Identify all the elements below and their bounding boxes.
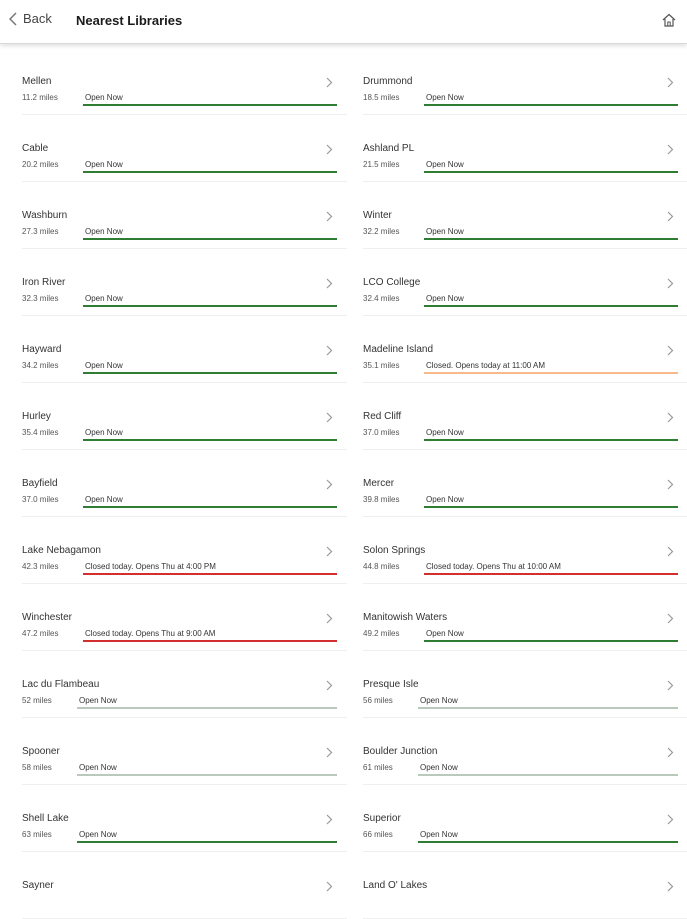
- library-list-item[interactable]: [22, 534, 337, 584]
- library-status: Open Now: [83, 294, 337, 307]
- library-name: Land O' Lakes: [363, 880, 428, 891]
- library-status: Open Now: [77, 763, 337, 776]
- nav-header: [0, 0, 687, 44]
- library-list-item[interactable]: [363, 735, 678, 785]
- chevron-right-icon: [667, 613, 674, 624]
- library-name: Hurley: [22, 411, 51, 422]
- library-name: Solon Springs: [363, 545, 426, 556]
- library-status: Open Now: [83, 93, 337, 106]
- library-status: Closed today. Opens Thu at 4:00 PM: [83, 562, 337, 575]
- library-name: Winter: [363, 210, 392, 221]
- chevron-right-icon: [326, 613, 333, 624]
- library-distance: 44.8 miles: [363, 562, 400, 571]
- library-status: Open Now: [418, 763, 678, 776]
- library-name: Lake Nebagamon: [22, 545, 101, 556]
- library-distance: 61 miles: [363, 763, 393, 772]
- library-name: Madeline Island: [363, 344, 434, 355]
- library-list-item[interactable]: [363, 65, 678, 115]
- library-list-item[interactable]: [22, 735, 337, 785]
- library-distance: 39.8 miles: [363, 495, 400, 504]
- chevron-right-icon: [667, 881, 674, 892]
- chevron-right-icon: [326, 278, 333, 289]
- library-name: Lac du Flambeau: [22, 679, 100, 690]
- library-name: Red Cliff: [363, 411, 402, 422]
- library-list-item[interactable]: [22, 467, 337, 517]
- library-distance: 37.0 miles: [22, 495, 59, 504]
- chevron-right-icon: [326, 881, 333, 892]
- library-list-item[interactable]: [363, 467, 678, 517]
- back-button[interactable]: [9, 11, 52, 26]
- chevron-right-icon: [667, 144, 674, 155]
- library-distance: 56 miles: [363, 696, 393, 705]
- library-name: Winchester: [22, 612, 73, 623]
- chevron-right-icon: [667, 345, 674, 356]
- chevron-right-icon: [667, 814, 674, 825]
- library-distance: 66 miles: [363, 830, 393, 839]
- library-status: Open Now: [424, 294, 678, 307]
- library-list-item[interactable]: [363, 802, 678, 852]
- chevron-right-icon: [326, 814, 333, 825]
- library-name: LCO College: [363, 277, 421, 288]
- chevron-right-icon: [667, 747, 674, 758]
- library-name: Shell Lake: [22, 813, 69, 824]
- library-distance: 49.2 miles: [363, 629, 400, 638]
- library-list-item[interactable]: [363, 199, 678, 249]
- chevron-right-icon: [667, 412, 674, 423]
- chevron-right-icon: [326, 747, 333, 758]
- home-button[interactable]: [661, 12, 677, 33]
- library-name: Bayfield: [22, 478, 58, 489]
- chevron-right-icon: [326, 412, 333, 423]
- chevron-right-icon: [326, 680, 333, 691]
- chevron-right-icon: [326, 144, 333, 155]
- library-list-item[interactable]: [363, 601, 678, 651]
- library-distance: 34.2 miles: [22, 361, 59, 370]
- library-list-item[interactable]: [363, 333, 678, 383]
- library-name: Ashland PL: [363, 143, 415, 154]
- chevron-right-icon: [326, 77, 333, 88]
- library-distance: 32.3 miles: [22, 294, 59, 303]
- library-distance: 18.5 miles: [363, 93, 400, 102]
- library-list-item[interactable]: [363, 668, 678, 718]
- library-status: Open Now: [77, 696, 337, 709]
- library-status: Open Now: [83, 361, 337, 374]
- library-list-item[interactable]: [22, 400, 337, 450]
- library-list-item[interactable]: [363, 132, 678, 182]
- library-status: Open Now: [424, 160, 678, 173]
- library-status: Open Now: [418, 830, 678, 843]
- library-distance: 32.4 miles: [363, 294, 400, 303]
- library-distance: 52 miles: [22, 696, 52, 705]
- library-name: Superior: [363, 813, 401, 824]
- chevron-right-icon: [326, 345, 333, 356]
- chevron-right-icon: [667, 278, 674, 289]
- library-name: Presque Isle: [363, 679, 419, 690]
- library-name: Drummond: [363, 76, 413, 87]
- library-status: Open Now: [77, 830, 337, 843]
- library-status: Open Now: [83, 227, 337, 240]
- chevron-right-icon: [667, 211, 674, 222]
- library-list-item[interactable]: [363, 869, 678, 919]
- library-status: Open Now: [424, 629, 678, 642]
- library-status: Closed today. Opens Thu at 9:00 AM: [83, 629, 337, 642]
- library-list-item[interactable]: [363, 400, 678, 450]
- library-list-item[interactable]: [22, 132, 337, 182]
- library-name: Manitowish Waters: [363, 612, 448, 623]
- library-distance: 37.0 miles: [363, 428, 400, 437]
- library-distance: 27.3 miles: [22, 227, 59, 236]
- chevron-right-icon: [326, 479, 333, 490]
- library-distance: 58 miles: [22, 763, 52, 772]
- library-status: Open Now: [424, 227, 678, 240]
- library-name: Washburn: [22, 210, 68, 221]
- library-distance: 11.2 miles: [22, 93, 58, 102]
- library-list-item[interactable]: [363, 534, 678, 584]
- library-name: Hayward: [22, 344, 62, 355]
- back-label: Back: [23, 11, 52, 26]
- library-list-item[interactable]: [22, 65, 337, 115]
- chevron-right-icon: [667, 479, 674, 490]
- library-name: Cable: [22, 143, 49, 154]
- library-distance: 21.5 miles: [363, 160, 400, 169]
- library-list-item[interactable]: [22, 802, 337, 852]
- library-list-item[interactable]: [363, 266, 678, 316]
- library-list-item[interactable]: [22, 266, 337, 316]
- library-status: Open Now: [424, 495, 678, 508]
- library-list-item[interactable]: [22, 601, 337, 651]
- library-distance: 32.2 miles: [363, 227, 400, 236]
- chevron-left-icon: [9, 12, 17, 26]
- library-distance: 35.4 miles: [22, 428, 59, 437]
- library-name: Mercer: [363, 478, 395, 489]
- library-distance: 35.1 miles: [363, 361, 400, 370]
- library-status: Open Now: [424, 428, 678, 441]
- page-title: Nearest Libraries: [76, 13, 183, 28]
- library-list-item[interactable]: [22, 869, 337, 919]
- library-distance: 63 miles: [22, 830, 52, 839]
- chevron-right-icon: [667, 680, 674, 691]
- library-status: Open Now: [83, 160, 337, 173]
- library-list-item[interactable]: [22, 199, 337, 249]
- library-name: Iron River: [22, 277, 66, 288]
- library-name: Spooner: [22, 746, 60, 757]
- chevron-right-icon: [667, 77, 674, 88]
- library-status: Open Now: [83, 428, 337, 441]
- library-name: Boulder Junction: [363, 746, 438, 757]
- library-distance: 42.3 miles: [22, 562, 59, 571]
- library-distance: 20.2 miles: [22, 160, 59, 169]
- library-status: Open Now: [83, 495, 337, 508]
- library-list-item[interactable]: [22, 668, 337, 718]
- library-name: Sayner: [22, 880, 54, 891]
- home-icon: [661, 12, 677, 28]
- library-distance: 47.2 miles: [22, 629, 59, 638]
- library-name: Mellen: [22, 76, 52, 87]
- library-status: Closed today. Opens Thu at 10:00 AM: [424, 562, 678, 575]
- chevron-right-icon: [326, 546, 333, 557]
- library-status: Open Now: [418, 696, 678, 709]
- chevron-right-icon: [667, 546, 674, 557]
- chevron-right-icon: [326, 211, 333, 222]
- library-list-item[interactable]: [22, 333, 337, 383]
- library-status: Closed. Opens today at 11:00 AM: [424, 361, 678, 374]
- library-status: Open Now: [424, 93, 678, 106]
